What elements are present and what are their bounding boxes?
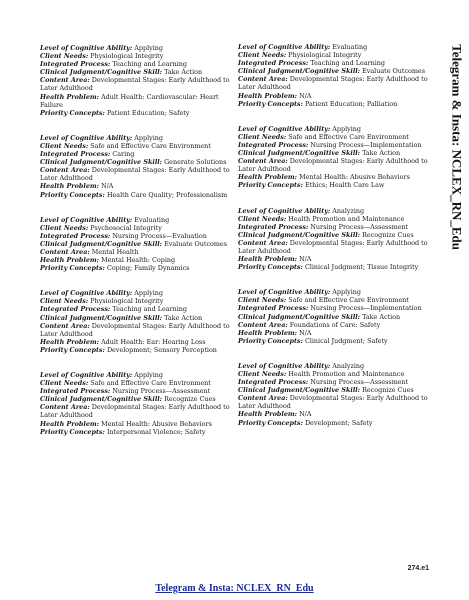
field-value: Applying bbox=[134, 371, 163, 379]
field-label: Level of Cognitive Ability: bbox=[40, 44, 133, 52]
field-label: Clinical Judgment/Cognitive Skill: bbox=[238, 230, 361, 239]
field-value: Mental Health bbox=[91, 247, 139, 256]
field-label: Health Problem: bbox=[238, 328, 298, 337]
rationale-line bbox=[40, 248, 240, 256]
field-label: Client Needs: bbox=[238, 370, 287, 378]
field-value: Health Promotion and Maintenance bbox=[288, 370, 405, 378]
field-value: Nursing Process—Implementation bbox=[310, 304, 422, 313]
rationale-line bbox=[40, 371, 240, 379]
field-label: Clinical Judgment/Cognitive Skill: bbox=[40, 158, 163, 167]
field-value: Developmental Stages: Early Adulthood to Later Adulthood bbox=[238, 238, 428, 255]
field-value: N/A bbox=[299, 410, 312, 419]
rationale-line bbox=[238, 370, 438, 378]
field-value: N/A bbox=[299, 328, 312, 337]
rationale-line bbox=[238, 207, 438, 215]
side-watermark: Telegram & Insta: NCLEX_RN_Edu bbox=[450, 44, 465, 250]
field-value: Applying bbox=[332, 124, 361, 133]
field-label: Priority Concepts: bbox=[40, 108, 105, 117]
field-value: Safe and Effective Care Environment bbox=[288, 296, 409, 305]
rationale-line bbox=[238, 313, 438, 321]
field-label: Integrated Process: bbox=[40, 150, 111, 159]
rationale-line bbox=[40, 232, 240, 240]
field-label: Client Needs: bbox=[40, 141, 89, 150]
rationale-line bbox=[238, 157, 438, 173]
field-label: Integrated Process: bbox=[238, 140, 309, 149]
field-value: Mental Health: Coping bbox=[101, 256, 176, 265]
field-value: Analyzing bbox=[332, 361, 365, 370]
rationale-line bbox=[238, 304, 438, 312]
rationale-line bbox=[40, 60, 240, 68]
field-value: Developmental Stages: Early Adulthood to Later Adulthood bbox=[238, 75, 428, 92]
field-label: Clinical Judgment/Cognitive Skill: bbox=[40, 68, 163, 77]
rationale-block bbox=[238, 362, 438, 427]
rationale-line bbox=[238, 43, 438, 51]
field-label: Level of Cognitive Ability: bbox=[40, 289, 133, 298]
rationale-line bbox=[40, 44, 240, 52]
rationale-block bbox=[40, 44, 240, 117]
field-value: Caring bbox=[112, 150, 135, 159]
field-label: Content Area: bbox=[40, 403, 90, 412]
rationale-line bbox=[40, 142, 240, 150]
field-label: Health Problem: bbox=[40, 256, 100, 265]
field-value: Mental Health: Abusive Behaviors bbox=[299, 173, 410, 182]
field-label: Level of Cognitive Ability: bbox=[40, 371, 133, 379]
field-label: Priority Concepts: bbox=[238, 263, 303, 272]
rationale-line bbox=[238, 51, 438, 59]
rationale-line bbox=[238, 181, 438, 189]
field-label: Level of Cognitive Ability: bbox=[238, 288, 331, 297]
field-label: Clinical Judgment/Cognitive Skill: bbox=[40, 239, 163, 248]
field-value: Physiological Integrity bbox=[90, 297, 164, 306]
field-value: Teaching and Learning bbox=[112, 305, 187, 314]
rationale-line bbox=[238, 337, 438, 345]
field-value: Applying bbox=[134, 44, 163, 52]
field-label: Integrated Process: bbox=[238, 378, 309, 387]
field-label: Client Needs: bbox=[238, 51, 287, 60]
field-value: Adult Health: Ear: Hearing Loss bbox=[101, 337, 206, 346]
field-value: Clinical Judgment; Tissue Integrity bbox=[304, 263, 419, 272]
field-value: Interpersonal Violence; Safety bbox=[106, 427, 206, 436]
field-label: Clinical Judgment/Cognitive Skill: bbox=[40, 313, 163, 322]
rationale-line bbox=[238, 223, 438, 231]
rationale-line bbox=[238, 125, 438, 133]
field-value: Developmental Stages: Early Adulthood to Later Adulthood bbox=[40, 403, 230, 420]
field-value: Developmental Stages: Early Adulthood to Later Adulthood bbox=[238, 394, 428, 411]
field-label: Integrated Process: bbox=[238, 222, 309, 231]
rationale-line bbox=[238, 239, 438, 255]
rationale-line bbox=[238, 288, 438, 296]
field-value: Teaching and Learning bbox=[310, 59, 385, 68]
field-value: Physiological Integrity bbox=[288, 51, 362, 60]
field-label: Content Area: bbox=[238, 320, 288, 329]
field-value: Developmental Stages: Early Adulthood to Later Adulthood bbox=[40, 76, 230, 93]
field-value: Evaluating bbox=[332, 43, 368, 51]
field-label: Priority Concepts: bbox=[238, 418, 303, 427]
rationale-line bbox=[238, 141, 438, 149]
field-value: Development; Sensory Perception bbox=[106, 345, 217, 354]
field-label: Level of Cognitive Ability: bbox=[238, 43, 331, 51]
rationale-line bbox=[40, 240, 240, 248]
rationale-line bbox=[238, 419, 438, 427]
field-label: Client Needs: bbox=[40, 52, 89, 61]
field-label: Client Needs: bbox=[40, 379, 89, 388]
field-label: Priority Concepts: bbox=[40, 345, 105, 354]
field-value: Take Action bbox=[164, 313, 203, 322]
field-value: N/A bbox=[101, 182, 114, 191]
field-value: Foundations of Care: Safety bbox=[289, 320, 381, 329]
rationale-block bbox=[238, 207, 438, 272]
field-value: Nursing Process—Assessment bbox=[310, 222, 409, 231]
field-label: Integrated Process: bbox=[40, 60, 111, 69]
rationale-line bbox=[40, 305, 240, 313]
rationale-line bbox=[40, 297, 240, 305]
field-value: Nursing Process—Implementation bbox=[310, 140, 422, 149]
field-label: Client Needs: bbox=[40, 223, 89, 232]
field-label: Content Area: bbox=[40, 321, 90, 330]
field-label: Level of Cognitive Ability: bbox=[238, 206, 331, 215]
field-value: Evaluate Outcomes bbox=[362, 67, 425, 76]
rationale-line bbox=[238, 67, 438, 75]
field-label: Content Area: bbox=[238, 394, 288, 403]
field-label: Level of Cognitive Ability: bbox=[40, 215, 133, 224]
rationale-block bbox=[40, 134, 240, 199]
field-value: Physiological Integrity bbox=[90, 52, 164, 61]
rationale-line bbox=[40, 134, 240, 142]
field-value: Applying bbox=[134, 133, 163, 142]
rationale-line bbox=[40, 314, 240, 322]
field-value: Ethics; Health Care Law bbox=[304, 181, 385, 190]
rationale-line bbox=[40, 68, 240, 76]
rationale-line bbox=[238, 378, 438, 386]
rationale-line bbox=[40, 403, 240, 419]
rationale-line bbox=[238, 133, 438, 141]
field-value: Mental Health: Abusive Behaviors bbox=[101, 419, 212, 428]
field-value: Teaching and Learning bbox=[112, 60, 187, 69]
rationale-line bbox=[40, 93, 240, 109]
rationale-line bbox=[40, 76, 240, 92]
field-label: Clinical Judgment/Cognitive Skill: bbox=[40, 395, 163, 404]
rationale-line bbox=[40, 420, 240, 428]
field-label: Content Area: bbox=[40, 166, 90, 175]
field-value: Take Action bbox=[362, 149, 401, 158]
field-value: Safe and Effective Care Environment bbox=[90, 379, 211, 388]
rationale-line bbox=[40, 322, 240, 338]
rationale-line bbox=[40, 338, 240, 346]
field-label: Integrated Process: bbox=[238, 304, 309, 313]
field-label: Priority Concepts: bbox=[238, 336, 303, 345]
field-value: N/A bbox=[299, 255, 312, 264]
rationale-block bbox=[40, 289, 240, 354]
rationale-line bbox=[238, 263, 438, 271]
field-label: Integrated Process: bbox=[40, 231, 111, 240]
field-value: Analyzing bbox=[332, 206, 365, 215]
field-label: Priority Concepts: bbox=[40, 264, 105, 273]
field-value: Generate Solutions bbox=[164, 158, 227, 167]
field-label: Health Problem: bbox=[40, 182, 100, 191]
field-value: Evaluating bbox=[134, 215, 170, 224]
rationale-line bbox=[238, 321, 438, 329]
field-value: Recognize Cues bbox=[164, 395, 216, 404]
field-label: Clinical Judgment/Cognitive Skill: bbox=[238, 67, 361, 76]
field-value: N/A bbox=[299, 91, 312, 100]
field-label: Health Problem: bbox=[40, 419, 100, 428]
field-label: Priority Concepts: bbox=[238, 181, 303, 190]
field-label: Client Needs: bbox=[40, 297, 89, 306]
rationale-block bbox=[238, 125, 438, 190]
rationale-line bbox=[40, 166, 240, 182]
rationale-line bbox=[40, 52, 240, 60]
field-label: Content Area: bbox=[40, 76, 90, 85]
field-label: Level of Cognitive Ability: bbox=[238, 124, 331, 133]
field-label: Content Area: bbox=[238, 75, 288, 84]
rationale-line bbox=[40, 224, 240, 232]
field-value: Recognize Cues bbox=[362, 386, 414, 395]
field-label: Clinical Judgment/Cognitive Skill: bbox=[238, 386, 361, 395]
rationale-line bbox=[40, 191, 240, 199]
left-column bbox=[40, 44, 240, 453]
rationale-line bbox=[238, 362, 438, 370]
field-value: Developmental Stages: Early Adulthood to Later Adulthood bbox=[40, 166, 230, 183]
rationale-line bbox=[238, 296, 438, 304]
rationale-line bbox=[238, 329, 438, 337]
field-label: Health Problem: bbox=[40, 337, 100, 346]
field-label: Priority Concepts: bbox=[40, 190, 105, 199]
rationale-block bbox=[238, 43, 438, 108]
field-value: Nursing Process—Evaluation bbox=[112, 231, 207, 240]
field-value: Take Action bbox=[362, 312, 401, 321]
field-value: Applying bbox=[332, 288, 361, 297]
rationale-line bbox=[238, 75, 438, 91]
rationale-line bbox=[40, 428, 240, 436]
rationale-line bbox=[238, 92, 438, 100]
field-label: Priority Concepts: bbox=[40, 427, 105, 436]
field-label: Content Area: bbox=[40, 247, 90, 256]
rationale-line bbox=[238, 255, 438, 263]
rationale-line bbox=[40, 256, 240, 264]
field-label: Integrated Process: bbox=[40, 305, 111, 314]
rationale-line bbox=[40, 150, 240, 158]
field-value: Nursing Process—Assessment bbox=[310, 378, 409, 387]
rationale-block bbox=[238, 288, 438, 345]
field-label: Content Area: bbox=[238, 157, 288, 166]
rationale-line bbox=[40, 379, 240, 387]
rationale-line bbox=[40, 395, 240, 403]
rationale-line bbox=[40, 216, 240, 224]
field-label: Clinical Judgment/Cognitive Skill: bbox=[238, 312, 361, 321]
field-value: Evaluate Outcomes bbox=[164, 239, 227, 248]
footer-link[interactable]: Telegram & Insta: NCLEX_RN_Edu bbox=[155, 583, 314, 594]
field-value: Development; Safety bbox=[304, 418, 373, 427]
rationale-line bbox=[238, 394, 438, 410]
field-label: Integrated Process: bbox=[40, 387, 111, 396]
field-value: Health Care Quality; Professionalism bbox=[106, 190, 228, 199]
field-value: Developmental Stages: Early Adulthood to Later Adulthood bbox=[40, 321, 230, 338]
field-value: Patient Education; Safety bbox=[106, 108, 190, 117]
page-number: 274.e1 bbox=[407, 565, 429, 572]
field-label: Priority Concepts: bbox=[238, 99, 303, 108]
field-label: Client Needs: bbox=[238, 214, 287, 223]
field-label: Content Area: bbox=[238, 238, 288, 247]
rationale-line bbox=[40, 109, 240, 117]
rationale-line bbox=[40, 387, 240, 395]
field-label: Integrated Process: bbox=[238, 59, 309, 68]
rationale-line bbox=[238, 386, 438, 394]
field-label: Clinical Judgment/Cognitive Skill: bbox=[238, 149, 361, 158]
rationale-line bbox=[238, 215, 438, 223]
field-value: Coping; Family Dynamics bbox=[106, 264, 190, 273]
field-value: Patient Education; Palliation bbox=[304, 99, 398, 108]
field-value: Health Promotion and Maintenance bbox=[288, 214, 405, 223]
field-value: Applying bbox=[134, 289, 163, 298]
rationale-line bbox=[238, 231, 438, 239]
field-value: Safe and Effective Care Environment bbox=[90, 141, 211, 150]
rationale-line bbox=[238, 59, 438, 67]
field-value: Nursing Process—Assessment bbox=[112, 387, 211, 396]
field-label: Level of Cognitive Ability: bbox=[238, 361, 331, 370]
field-label: Client Needs: bbox=[238, 132, 287, 141]
field-label: Level of Cognitive Ability: bbox=[40, 133, 133, 142]
field-label: Health Problem: bbox=[238, 410, 298, 419]
field-value: Adult Health: Cardiovascular: Heart Failure bbox=[40, 92, 219, 109]
field-value: Psychosocial Integrity bbox=[90, 223, 162, 232]
field-value: Safe and Effective Care Environment bbox=[288, 132, 409, 141]
field-label: Client Needs: bbox=[238, 296, 287, 305]
right-column bbox=[238, 43, 438, 444]
rationale-line bbox=[238, 173, 438, 181]
field-label: Health Problem: bbox=[238, 173, 298, 182]
rationale-block bbox=[40, 216, 240, 273]
rationale-line bbox=[238, 149, 438, 157]
rationale-line bbox=[40, 158, 240, 166]
rationale-line bbox=[238, 100, 438, 108]
rationale-line bbox=[40, 182, 240, 190]
rationale-line bbox=[40, 289, 240, 297]
rationale-line bbox=[40, 346, 240, 354]
field-label: Health Problem: bbox=[40, 92, 100, 101]
field-label: Health Problem: bbox=[238, 255, 298, 264]
field-value: Recognize Cues bbox=[362, 230, 414, 239]
rationale-block bbox=[40, 371, 240, 436]
field-value: Take Action bbox=[164, 68, 203, 77]
rationale-line bbox=[238, 410, 438, 418]
field-value: Developmental Stages: Early Adulthood to Later Adulthood bbox=[238, 157, 428, 174]
rationale-line bbox=[40, 264, 240, 272]
field-value: Clinical Judgment; Safety bbox=[304, 336, 388, 345]
field-label: Health Problem: bbox=[238, 91, 298, 100]
